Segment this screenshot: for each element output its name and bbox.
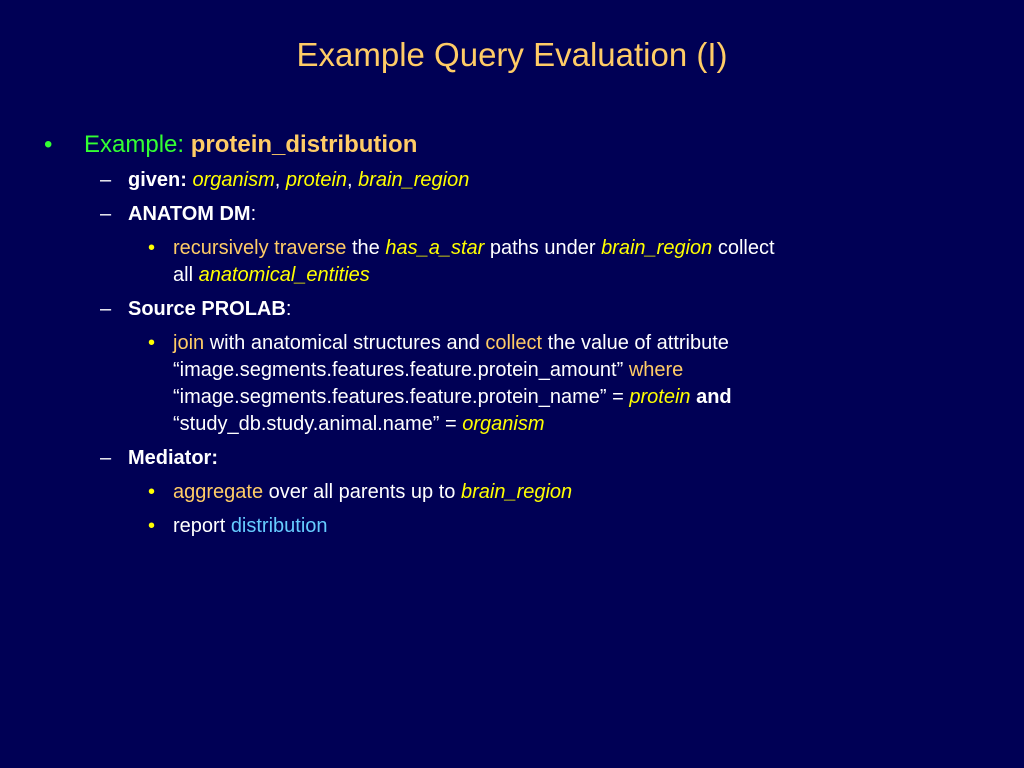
- report-line: [173, 515, 328, 538]
- bullet-aggregate: •: [148, 481, 156, 503]
- slide-title: Example Query Evaluation (I): [296, 36, 728, 73]
- traverse-line-2: [173, 264, 370, 287]
- source-line: [128, 298, 291, 321]
- bullet-report: •: [148, 515, 156, 537]
- bullet-join: •: [148, 332, 156, 354]
- traverse-collect: collect: [717, 237, 775, 259]
- aggregate-over: over all parents up to: [268, 481, 456, 503]
- example-label: Example:: [84, 131, 185, 158]
- traverse-entities: anatomical_entities: [198, 264, 370, 286]
- traverse-has-a-star: has_a_star: [385, 237, 485, 259]
- join-line-3: [173, 386, 732, 409]
- join-collect: collect: [485, 332, 543, 354]
- report-verb: report: [173, 515, 226, 537]
- given-sep-1: ,: [274, 169, 281, 191]
- join-where: where: [628, 359, 684, 381]
- dash-anatom: –: [100, 203, 112, 225]
- aggregate-verb: aggregate: [173, 481, 264, 503]
- traverse-brain-region: brain_region: [601, 237, 713, 259]
- join-and: and: [696, 386, 732, 408]
- traverse-line-1: [173, 237, 775, 260]
- source-colon: :: [285, 298, 292, 320]
- dash-source: –: [100, 298, 112, 320]
- traverse-verb: recursively traverse: [173, 237, 347, 259]
- given-organism: organism: [192, 169, 275, 191]
- anatom-line: [128, 203, 256, 226]
- join-verb: join: [173, 332, 205, 354]
- anatom-colon: :: [250, 203, 257, 225]
- dash-given: –: [100, 169, 112, 191]
- join-organism: organism: [462, 413, 545, 435]
- join-rest: the value of attribute: [547, 332, 729, 354]
- mediator-line: [128, 447, 218, 470]
- traverse-the: the: [351, 237, 380, 259]
- bullet-example: •: [44, 131, 53, 158]
- example-name: protein_distribution: [190, 131, 418, 158]
- join-amount-attr: “image.segments.features.feature.protein_amount”: [173, 359, 624, 381]
- aggregate-line: [173, 481, 572, 504]
- traverse-paths-under: paths under: [489, 237, 596, 259]
- report-distribution: distribution: [230, 515, 328, 537]
- given-label: given:: [128, 169, 187, 191]
- bullet-traverse: •: [148, 237, 156, 259]
- given-protein: protein: [285, 169, 348, 191]
- example-line: [84, 131, 417, 159]
- join-line-2: [173, 359, 683, 382]
- given-line: [128, 169, 469, 192]
- anatom-label: ANATOM DM: [128, 203, 251, 225]
- given-brain-region: brain_region: [358, 169, 470, 191]
- dash-mediator: –: [100, 447, 112, 469]
- join-with: with anatomical structures and: [209, 332, 480, 354]
- join-name-attr: “image.segments.features.feature.protein_name” =: [173, 386, 624, 408]
- given-sep-2: ,: [347, 169, 353, 191]
- join-line-1: [173, 332, 729, 355]
- source-label: Source PROLAB: [128, 298, 286, 320]
- join-line-4: [173, 413, 545, 436]
- aggregate-brain-region: brain_region: [460, 481, 573, 503]
- join-protein: protein: [629, 386, 691, 408]
- traverse-all: all: [173, 264, 194, 286]
- join-animal-attr: “study_db.study.animal.name” =: [173, 413, 457, 435]
- mediator-label: Mediator:: [128, 447, 218, 469]
